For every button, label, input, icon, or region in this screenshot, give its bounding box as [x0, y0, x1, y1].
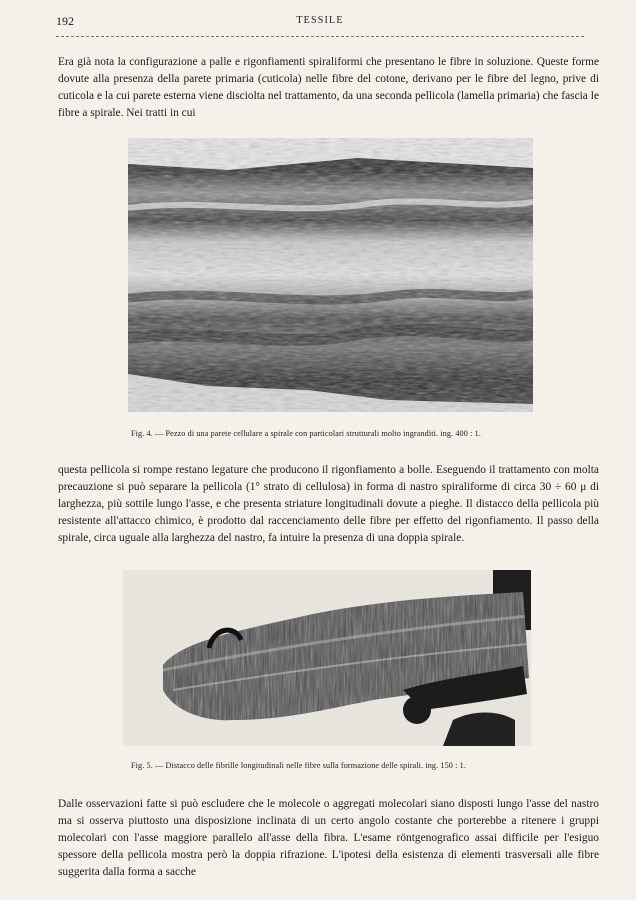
running-title: TESSILE — [296, 15, 344, 26]
figure-5-image — [123, 570, 531, 746]
paragraph-conclusion: Dalle osservazioni fatte si può escludere che le molecole o aggregati molecolari siano disposti lungo l'asse del nastro ma si osserva piuttosto una disposizione inclinata di un certo angolo costante che porterebbe a ritenere i gruppi molecolari con l'asse maggiore parallelo all'asse della fibra. L'esame röntgenografico assai difficile per l'esiguo spessore della pellicola mostra però la doppia rifrazione. L'ipotesi della esistenza di elementi trasversali alle fibre suggerita dalla forma a sacche — [58, 798, 599, 878]
paragraph-intro: Era già nota la configurazione a palle e rigonfiamenti spiraliformi che presentano le fibre in soluzione. Queste forme dovute alla presenza della parete primaria (cuticola) nelle fibre del cotone, derivano per le fibre del legno, prive di cuticola e la cui parete esterna viene disciolta nel trattamento, da una seconda pellicola (lamella primaria) che fascia le fibre a spirale. Nei tratti in cui — [58, 56, 599, 119]
figure-5-micrograph — [123, 570, 531, 746]
figure-5-caption: Fig. 5. — Distacco delle fibrille longitudinali nelle fibre sulla formazione delle spirali. ing. 150 : 1. — [131, 761, 466, 770]
figure-4-micrograph — [128, 138, 533, 412]
figure-4-caption: Fig. 4. — Pezzo di una parete cellulare a spirale con particolari strutturali molto ingranditi. ing. 400 : 1. — [131, 429, 481, 438]
figure-4-image — [128, 138, 533, 412]
page-header — [56, 14, 584, 30]
paragraph-middle: questa pellicola si rompe restano legature che producono il rigonfiamento a bolle. Eseguendo il trattamento con molta precauzione si può separare la pellicola (1° strato di cellulosa) in forma di nastro spiraliforme di circa 30 ÷ 60 μ di larghezza, più sottile lungo l'asse, e che presenta striature longitudinali dovute a pieghe. Il distacco della pellicola più resistente all'attacco chimico, è prodotto dal raccenciamento delle fibre per effetto del rigonfiamento. Il passo della spirale, circa uguale alla larghezza del nastro, fa intuire la presenza di una doppia spirale. — [58, 464, 599, 544]
page-number: 192 — [56, 14, 74, 28]
header-rule — [56, 36, 584, 37]
